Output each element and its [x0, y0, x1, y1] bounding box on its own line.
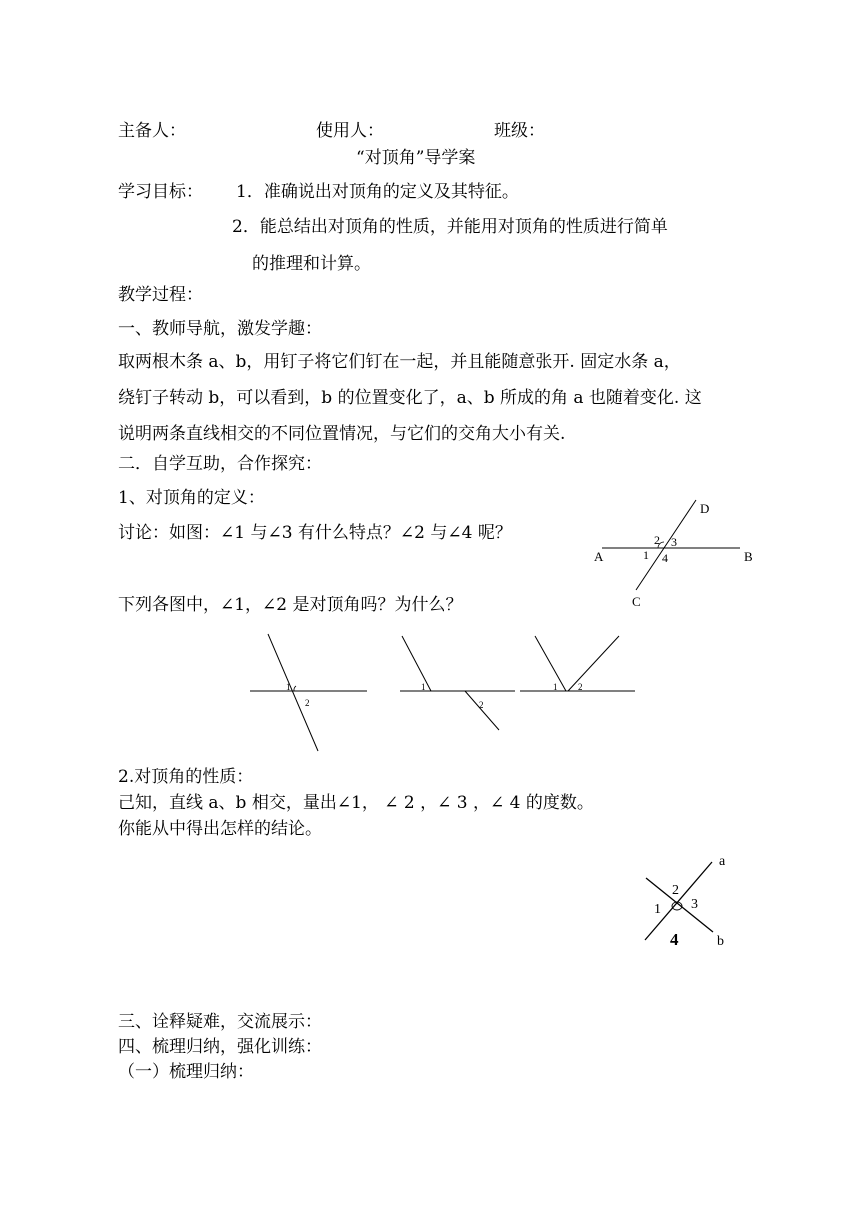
section-4-sub-1: （一）梳理归纳： [118, 1062, 254, 1082]
figure-2-upper-line [402, 636, 431, 691]
known-text: 己知，直线 a、b 相交，量出∠1， ∠ 2 ，∠ 3 ，∠ 4 的度数。 [118, 793, 594, 813]
conclusion-prompt: 你能从中得出怎样的结论。 [118, 819, 322, 839]
class-label: 班级： [494, 121, 545, 141]
figure-1-angle-2-label: 2 [305, 698, 310, 708]
angle-1-label: 1 [654, 902, 661, 917]
figure-3-angle-2-label: 2 [578, 682, 583, 692]
question-text: 下列各图中，∠1，∠2 是对顶角吗？为什么？ [118, 595, 463, 615]
figure-3 [520, 636, 635, 692]
line-a-label: a [719, 854, 726, 869]
angle-2-label: 2 [654, 533, 660, 547]
angle-1-label: 1 [643, 548, 649, 562]
goal-2-line-2: 的推理和计算。 [252, 254, 371, 274]
angle-2-label: 2 [672, 883, 679, 898]
angle-3-label: 3 [691, 897, 698, 912]
preparer-label: 主备人： [118, 121, 186, 141]
figure-1 [250, 634, 367, 751]
angle-4-label: 4 [670, 930, 679, 949]
figure-2-lower-line [465, 691, 499, 730]
figure-1-angle-arc [294, 686, 296, 691]
figure-1-slanted-line [268, 634, 318, 751]
section-1-paragraph-line-1: 取两根木条 a、b，用钉子将它们钉在一起，并且能随意张开. 固定水条 a， [118, 352, 681, 372]
figure-2-angle-2-label: 2 [479, 700, 484, 710]
line-a [645, 862, 712, 940]
intersecting-lines-abcd-figure [580, 495, 780, 620]
figure-2-angle-1-label: 1 [421, 682, 426, 692]
point-a-label: A [594, 549, 604, 564]
figure-1-angle-1-label: 1 [286, 682, 291, 692]
process-label: 教学过程： [118, 285, 203, 305]
section-1-paragraph-line-2: 绕钉子转动 b，可以看到，b 的位置变化了，a、b 所成的角 a 也随着变化. 这 [118, 388, 702, 408]
figure-3-right-line [568, 636, 619, 691]
figure-3-angle-1-label: 1 [553, 682, 558, 692]
goal-1: 1．准确说出对顶角的定义及其特征。 [236, 182, 519, 202]
discussion-text: 讨论：如图：∠1 与∠3 有什么特点？∠2 与∠4 呢？ [118, 523, 512, 543]
goals-label: 学习目标： [118, 182, 203, 202]
user-label: 使用人： [316, 121, 384, 141]
lines-a-b-figure [640, 850, 750, 955]
point-b-label: B [744, 549, 753, 564]
point-d-label: D [700, 501, 710, 516]
angle-4-label: 4 [662, 551, 668, 565]
section-3-heading: 三、诠释疑难，交流展示： [118, 1012, 322, 1032]
angle-3-label: 3 [671, 535, 677, 549]
figure-2 [400, 636, 515, 730]
section-2-heading: 二．自学互助，合作探究： [118, 454, 322, 474]
section-2-sub-1: 1、对顶角的定义： [118, 488, 265, 508]
line-b-label: b [717, 934, 724, 949]
line-cd [636, 500, 696, 590]
section-2-sub-2: 2.对顶角的性质： [118, 767, 254, 787]
section-1-heading: 一、教师导航，激发学趣： [118, 319, 322, 339]
document-title: “对顶角”导学案 [356, 148, 476, 168]
three-angle-figures [245, 630, 640, 755]
point-c-label: C [632, 594, 641, 609]
goal-2-line-1: 2．能总结出对顶角的性质，并能用对顶角的性质进行简单 [232, 217, 668, 237]
section-4-heading: 四、梳理归纳，强化训练： [118, 1037, 322, 1057]
figure-3-left-line [535, 636, 566, 691]
section-1-paragraph-line-3: 说明两条直线相交的不同位置情况，与它们的交角大小有关. [118, 424, 566, 444]
